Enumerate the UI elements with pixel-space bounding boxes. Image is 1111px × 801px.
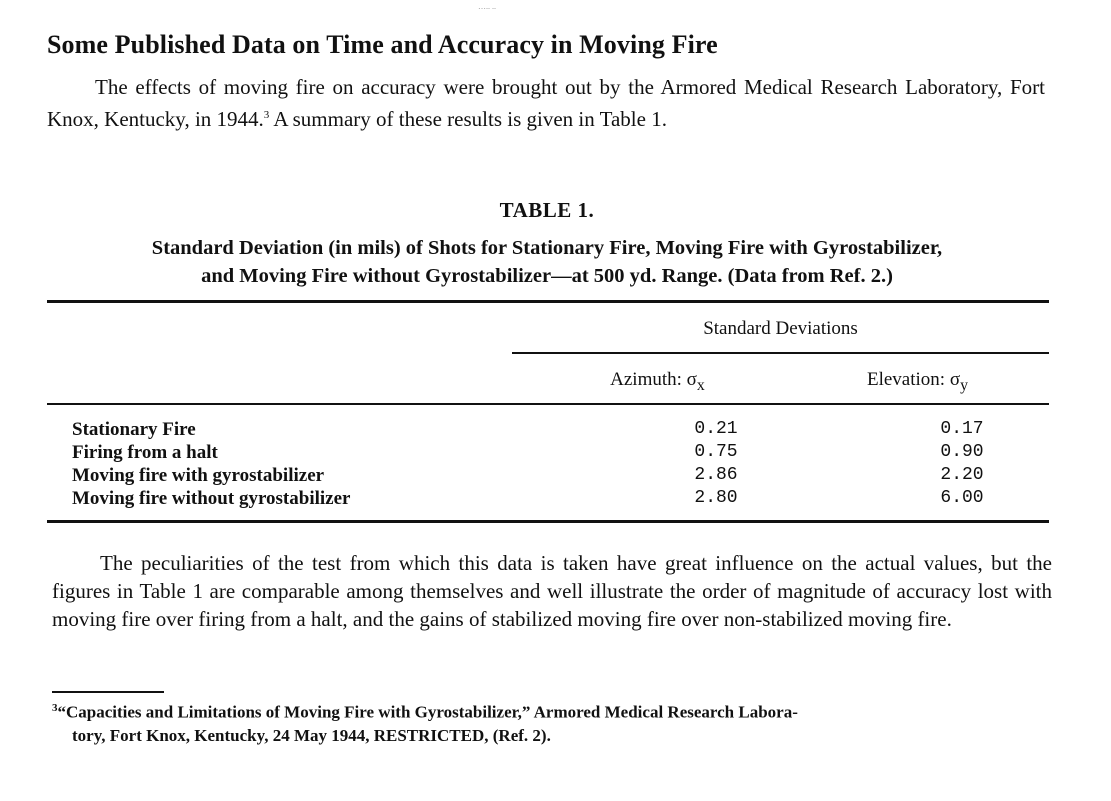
table-caption-line-2: and Moving Fire without Gyrostabilizer—at 500 yd. Range. (Data from Ref. 2.) [201, 265, 893, 287]
footnote-line-1 [52, 697, 1052, 724]
footnote-line-2: tory, Fort Knox, Kentucky, 24 May 1944, RESTRICTED, (Ref. 2). [72, 725, 551, 745]
footnote-reference-mark: 3 [263, 108, 270, 121]
table-top-rule [47, 300, 1049, 303]
column-header-azimuth-text: Azimuth: σ [610, 369, 697, 390]
column-header-elevation [810, 369, 1025, 395]
row-label: Moving fire without gyrostabilizer [72, 488, 351, 509]
footnote-text-1: “Capacities and Limitations of Moving Fire with Gyrostabilizer,” Armored Medical Research Labora- [57, 702, 798, 722]
footnote-rule [52, 691, 164, 693]
table-caption [47, 234, 1047, 290]
row-elevation-value: 0.17 [940, 419, 984, 439]
footnote-mark: 3 [52, 702, 58, 714]
table-header-rule [47, 403, 1049, 405]
intro-paragraph-tail: A summary of these results is given in Table 1. [269, 106, 667, 131]
table-bottom-rule [47, 520, 1049, 523]
table-caption-line-1: Standard Deviation (in mils) of Shots for Stationary Fire, Moving Fire with Gyrostabilizer, [151, 237, 943, 259]
table-row [72, 488, 1032, 511]
column-header-elevation-text: Elevation: σ [866, 369, 961, 390]
footnote [52, 697, 1052, 747]
row-azimuth-value: 2.86 [694, 465, 738, 485]
row-azimuth-value: 2.80 [694, 488, 738, 508]
table-row [72, 419, 1032, 442]
row-azimuth-value: 0.21 [694, 419, 738, 439]
row-label: Moving fire with gyrostabilizer [72, 465, 325, 486]
table-span-rule [512, 352, 1049, 354]
column-header-azimuth [550, 369, 765, 395]
row-azimuth-value: 0.75 [694, 442, 738, 462]
column-header-elevation-subscript: y [960, 376, 968, 394]
discussion-paragraph-text: The peculiarities of the test from which this data is taken have great influence on the actual values, but the figures in Table 1 are comparable among themselves and well illustrate the order of magnitude of accuracy lost with moving fire over firing from a halt, and the gains of stabilized moving fire over non-stabilized moving fire. [52, 551, 1052, 631]
table-row [72, 442, 1032, 465]
intro-paragraph [47, 74, 1045, 133]
row-elevation-value: 2.20 [940, 465, 984, 485]
column-header-azimuth-subscript: x [696, 376, 705, 394]
table-title: TABLE 1. [499, 198, 595, 222]
row-elevation-value: 0.90 [940, 442, 984, 462]
page-top-mark: ….. .. [478, 2, 496, 11]
table-span-header: Standard Deviations [703, 318, 858, 339]
table-row [72, 465, 1032, 488]
row-label: Firing from a halt [72, 442, 218, 463]
section-heading: Some Published Data on Time and Accuracy in Moving Fire [47, 30, 718, 59]
row-label: Stationary Fire [72, 419, 196, 440]
intro-paragraph-text: The effects of moving fire on accuracy were brought out by the Armored Medical Research Laboratory, Fort Knox, Kentucky, in 1944. [47, 75, 1045, 131]
row-elevation-value: 6.00 [940, 488, 984, 508]
discussion-paragraph [52, 549, 1052, 633]
